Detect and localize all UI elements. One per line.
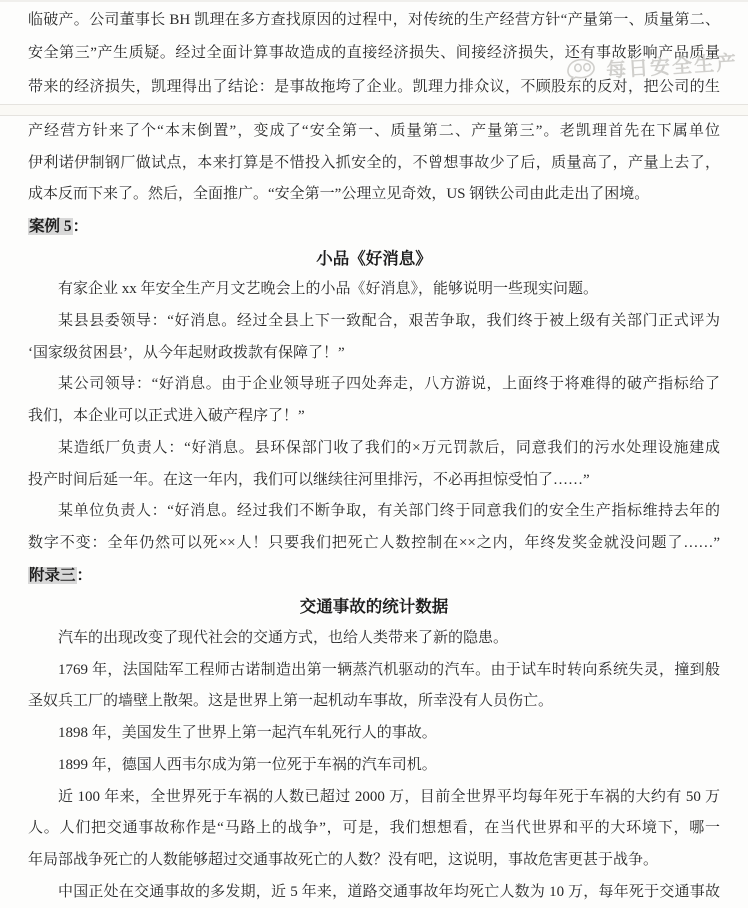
text-line: 某县县委领导：“好消息。经过全县上下一致配合，艰苦争取，我们终于被上级有关部门正式评为 (58, 313, 720, 330)
text-line: 近 100 年来，全世界死于车祸的人数已超过 2000 万，目前全世界平均每年死于车祸的大约有 50 万 (58, 788, 720, 805)
text-line: 汽车的出现改变了现代社会的交通方式，也给人类带来了新的隐患。 (58, 630, 509, 647)
text-line: 伊利诺伊制钢厂做试点，本来打算是不惜投入抓安全的，不曾想事故少了后，质量高了，产量上去了， (28, 154, 720, 171)
text-line: 某造纸厂负责人：“好消息。县环保部门收了我们的×万元罚款后，同意我们的污水处理设施建成 (58, 439, 720, 456)
text-line: 1898 年，美国发生了世界上第一起汽车轧死行人的事故。 (58, 725, 437, 742)
highlighted-text: 案例 5 (29, 217, 72, 235)
section-heading: 交通事故的统计数据 (299, 597, 449, 617)
section-label: 附录三： (29, 566, 93, 584)
text-line: 投产时间后延一年。在这一年内，我们可以继续往河里排污，不必再担惊受怕了……” (28, 471, 590, 488)
section-heading: 小品《好消息》 (316, 248, 432, 268)
text-line: 1769 年，法国陆军工程师古诺制造出第一辆蒸汽机驱动的汽车。由于试车时转向系统失灵，撞到般 (58, 661, 720, 678)
text-line: 数字不变：全年仍然可以死××人！只要我们把死亡人数控制在××之内，年终发奖金就没问题了……” (28, 534, 720, 551)
text-line: 人。人们把交通事故称作是“马路上的战争”，可是，我们想想看，在当代世界和平的大环境下，哪一 (28, 820, 720, 837)
page-1 (0, 2, 748, 104)
text-line: 某单位负责人：“好消息。经过我们不断争取，有关部门终于同意我们的安全生产指标维持去年的 (58, 503, 720, 520)
page-2 (0, 116, 748, 908)
text-line: 年局部战争死亡的人数能够超过交通事故死亡的人数？没有吧，这说明，事故危害更甚于战争。 (28, 851, 659, 868)
text-line: 1899 年，德国人西韦尔成为第一位死于车祸的汽车司机。 (58, 756, 437, 773)
text-line: 我们，本企业可以正式进入破产程序了！” (28, 408, 305, 425)
text-line: 中国正处在交通事故的多发期，近 5 年来，道路交通事故年均死亡人数为 10 万，每年死于交通事故 (58, 883, 720, 900)
text-line: 成本反而下来了。然后，全面推广。“安全第一”公理立见奇效，US 钢铁公司由此走出了困境。 (28, 186, 650, 203)
text-line: 带来的经济损失，凯理得出了结论：是事故拖垮了企业。凯理力排众议，不顾股东的反对，把公司的生 (28, 78, 720, 95)
text-line: 产经营方针来了个“本末倒置”，变成了“安全第一、质量第二、产量第三”。老凯理首先在下属单位 (28, 122, 720, 139)
text-line: 有家企业 xx 年安全生产月文艺晚会上的小品《好消息》，能够说明一些现实问题。 (58, 281, 599, 298)
section-label: 案例 5： (29, 217, 89, 235)
highlighted-text: 附录三 (29, 566, 76, 584)
text-line: 安全第三”产生质疑。经过全面计算事故造成的直接经济损失、间接经济损失，还有事故影响产品质量 (28, 45, 720, 62)
text-line: 某公司领导：“好消息。由于企业领导班子四处奔走，八方游说，上面终于将难得的破产指标给了 (58, 376, 720, 393)
page-break-gap (0, 104, 748, 116)
watermark-text: 每日安全生产 (605, 51, 739, 82)
text-line: ‘国家级贫困县’，从今年起财政拨款有保障了！” (28, 344, 345, 361)
text-line: 圣奴兵工厂的墙壁上散架。这是世界上第一起机动车事故，所幸没有人员伤亡。 (28, 693, 554, 710)
text-line: 临破产。公司董事长 BH 凯理在多方查找原因的过程中，对传统的生产经营方针“产量第一、质量第二、 (28, 12, 720, 28)
